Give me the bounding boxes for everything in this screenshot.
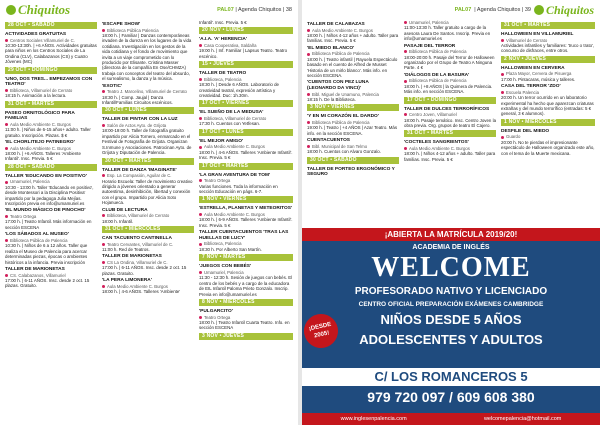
ad-email-link[interactable]: welcomepalencia@hotmail.com	[483, 416, 562, 422]
event-description: 11:30 - 12:30 h. Sesión de juegos con bebés. El centro de los bebés y a cargo de la educadora de EIL Infantil Paloma Prieto Gonzalo. Inscrip. Previa en info@umamuriel.es	[199, 275, 293, 297]
event-description: 18:30 h. Por Alberto San Martín.	[199, 246, 262, 252]
date-bar: 3 NOV • VIERNES	[307, 104, 399, 111]
event-item	[5, 32, 97, 65]
right-header	[308, 0, 594, 20]
event-description: 17:00 h. | 6-11 AÑOS. Insc. desde 2 oct. 15 plazas. Gratuito.	[5, 277, 90, 289]
event-title: TALLER DE TEATRO	[199, 71, 247, 77]
event-item	[199, 37, 293, 59]
event-item	[501, 66, 595, 82]
event-description: 18:00 h. | Niños 4-12 años + adulto. Taller para familias. Insc. Previa. 5 €	[404, 151, 496, 162]
event-description: 18:00 h. Cuentos con Alvaro Gonzalo.	[307, 149, 381, 155]
date-bar: 2 NOV • JUEVES	[501, 56, 595, 63]
location-pin-icon	[501, 73, 504, 76]
event-item	[199, 264, 293, 297]
event-description: 18:15 h. Animación a la lectura.	[5, 93, 67, 99]
event-place-text: Biblioteca Pública de Palencia	[312, 120, 370, 126]
advertisement[interactable]	[302, 228, 600, 425]
event-title: 'PULGARCITO'	[199, 308, 233, 314]
event-title: 'EL SUEÑO DE LA MEDUSA'	[199, 110, 264, 116]
event-place-text: Umamuriel, Palencia	[204, 269, 244, 275]
location-pin-icon	[102, 214, 105, 217]
location-pin-icon	[102, 90, 105, 93]
event-place-text: Aula Medio Ambiente C. Burgos	[10, 121, 71, 127]
event-item	[307, 114, 399, 136]
event-title: HALLOWEEN EN CERVERA	[501, 65, 565, 71]
brand-name-right: Chiquitos	[545, 2, 594, 17]
event-item	[102, 168, 194, 206]
event-title: TALLER DE MARIONETAS	[102, 254, 162, 260]
event-title: ACTIVIDADES GRATUITAS	[5, 32, 67, 37]
event-item	[102, 278, 194, 294]
event-description: Varias funciones. Toda la información en sección Educación en págs. 6-7.	[199, 183, 278, 195]
event-place-text: Salón de Actos Ayto. de Grijota	[107, 123, 167, 129]
ad-address: C/ LOS ROMANCEROS 5	[302, 368, 600, 386]
event-item	[102, 84, 194, 106]
date-bar: 29 OCT • DOMINGO	[5, 67, 97, 74]
event-item	[307, 22, 399, 44]
location-pin-icon	[102, 124, 105, 127]
event-item	[404, 44, 496, 71]
event-title: 'COCTELES SANGRIENTOS'	[404, 140, 469, 146]
event-place-text: Centro Joven, Villamuriel	[409, 112, 457, 118]
event-title: TALLER CUENTACUENTOS 'TRAS LAS HUELLAS DE LUCY'	[199, 230, 289, 241]
event-description: Actividades infantiles y familiares: 'truco o trato', concurso de disfraces, entre otros.	[501, 43, 595, 54]
event-title: TALLER 'EDUCANDO EN POSITIVO'	[5, 173, 87, 179]
location-pin-icon	[102, 243, 105, 246]
location-pin-icon	[5, 123, 8, 126]
event-place-text: Teatro J. Marcelino, Villamuriel de Cerrato	[107, 89, 187, 95]
location-pin-icon	[5, 147, 8, 150]
event-place-text: Biblioteca Pública de Palencia	[312, 51, 370, 57]
event-description: 10:30 h. | Niños de 6 a 12 años. Taller que realiza el Museo de Palencia para acercar determinadas piezas, épocas o ambientes históricos a la infancia. Previa inscripción	[5, 243, 88, 265]
event-title: 'Y EN MI CORAZÓN EL DARDO'	[307, 114, 379, 120]
date-bar: 31 OCT • MIÉRCOLES	[102, 226, 194, 233]
date-bar: 31 OCT • MARTES	[501, 22, 595, 29]
event-place-text: Biblioteca, Palencia	[204, 76, 242, 82]
event-item	[5, 208, 97, 230]
event-place-text: Aula Medio Ambiente C. Burgos	[107, 283, 168, 289]
event-description: 18:00 h. | 6-9 AÑOS. Talleres 'Ambiente Infantil'. Insc. Previa. 5 €	[199, 217, 293, 228]
event-item	[404, 73, 496, 95]
event-title: 'EL CHORLITEJO PATINEGRO'	[5, 140, 75, 146]
event-place-text: Bibl. Miguel de Unamuno, Palencia	[312, 91, 379, 97]
event-title: TALLER DE DANZA 'IMAGINATE'	[102, 167, 177, 173]
location-pin-icon	[199, 44, 202, 47]
folio-number: PAL07	[217, 7, 234, 13]
location-pin-icon	[501, 39, 504, 42]
event-description: 18:15 h. De la Biblioteca.	[307, 97, 356, 103]
event-title: 'EXOTIC'	[102, 83, 123, 89]
event-item	[199, 309, 293, 331]
event-item	[501, 32, 595, 54]
location-pin-icon	[199, 179, 202, 182]
location-pin-icon	[199, 243, 202, 246]
ad-line-1: PROFESORADO NATIVO Y LICENCIADO	[354, 286, 548, 297]
event-description: 18:00 h. | Niños 4-12 años + adulto. Taller para familias. Insc. Previa. 5 €	[307, 33, 399, 44]
event-title: 'EL MIEDO BLANCO'	[307, 45, 355, 51]
date-bar: 17 OCT • DOMINGO	[404, 97, 496, 104]
brand-logo	[6, 2, 70, 18]
event-description: 18:30 h. | Desde 6 AÑOS. Laboratorio de creatividad teatral, expresión artística y creatividad. Duc: 1h.30m.	[199, 82, 279, 99]
event-description: 11:00 h. Red de Teatros.	[102, 246, 150, 252]
event-item	[307, 138, 399, 154]
date-bar: 20 NOV • LUNES	[199, 27, 293, 34]
left-page	[0, 0, 298, 425]
date-bar: 30 OCT • LUNES	[102, 107, 194, 114]
event-place-text: CS. Calabazanos, Villamuriel	[10, 272, 66, 278]
event-description: 19:00 h. | Teatro | +4 AÑOS | Azar Teatro. Más info. en la sección ESCENA.	[307, 125, 398, 136]
location-pin-icon	[199, 271, 202, 274]
location-pin-icon	[5, 89, 8, 92]
location-pin-icon	[404, 21, 407, 24]
event-place-text: Biblioteca Pública de Palencia	[409, 78, 467, 84]
location-pin-icon	[5, 181, 8, 184]
event-description: 17:00 h. | Teatro Infantil. Más información en sección ESCENA	[5, 219, 92, 230]
event-description: 11:00-13:30 h. Taller gratuito a cargo de la asesora Laura De Santos. Inscrip. Previa en info@umamuriel.es	[404, 25, 491, 42]
event-item	[5, 111, 97, 138]
location-pin-icon	[307, 53, 310, 56]
location-pin-icon	[404, 80, 407, 83]
event-place-text: Guardo	[506, 134, 521, 140]
event-item	[199, 230, 293, 252]
date-bar: 1 NOV • VIERNES	[199, 196, 293, 203]
ad-desde-badge: ¡DESDE 2005!	[302, 311, 341, 351]
location-pin-icon	[199, 78, 202, 81]
event-title: 'JUEGOS CON BEBÉS'	[199, 264, 252, 270]
date-bar: 8 NOV • MIÉRCOLES	[199, 299, 293, 306]
event-place-text: Biblioteca Pública de Palencia	[10, 237, 68, 243]
event-place-text: Umamuriel, Palencia	[409, 20, 449, 25]
event-item	[199, 173, 293, 195]
event-description: 18:00 h. | 4-6 AÑOS. Talleres 'Ambiente Infantil'. Insc. Previa. 5 €	[199, 149, 293, 161]
location-pin-icon	[404, 50, 407, 53]
location-pin-icon	[501, 136, 504, 139]
event-description: 18:00 h. | 4-6 AÑOS. Talleres 'Ambiente'	[102, 289, 181, 295]
left-column-1	[5, 20, 97, 425]
event-title: 'LA PERA LIMONERA'	[102, 278, 152, 284]
event-title: TALLER DE CALABAZAS	[307, 22, 365, 27]
event-title: CUENTACUENTOS	[307, 138, 350, 144]
date-bar: 31 OCT • MARTES	[5, 101, 97, 108]
location-pin-icon	[102, 261, 105, 264]
location-pin-icon	[501, 91, 504, 94]
folio-number-right: PAL07	[454, 7, 472, 13]
event-description: 20:00 h. Un terror ocurrido en un laboratorio experimental ha hecho que aparezcan criaturas extrañas y del mundo terrorífico (entradas: 5 € general, 3 € alumnos).	[501, 95, 594, 117]
event-description: 18:00 h. | Teatro Infantil Cuarta Teatro. Info. en sección ESCENA	[199, 319, 290, 331]
event-title: 'LA GRAN AVENTURA DE TOM'	[199, 172, 271, 178]
event-item	[5, 140, 97, 162]
event-item	[307, 80, 399, 102]
ad-line-3: NIÑOS DESDE 5 AÑOS	[380, 312, 522, 327]
location-pin-icon	[5, 215, 8, 218]
event-title: TALLER DE MARIONETAS	[5, 266, 65, 272]
event-title: 'ESCAPE SHOW'	[102, 22, 141, 27]
event-item	[199, 206, 293, 228]
event-title: PASAJE DEL TERROR	[404, 43, 456, 49]
event-description: 18:00 h. | Familiar | Danzas contemporáneas invaden de la dureza en los lugares de la vida cotidiana. Investigación en los gestos de la vida cotidiana y el fondo de movimiento que invita a un viaje comprometido con lo producido por Elisante. Cristina Masser (directora de la compañía En Ose/CHMZA) trabaja con conceptos del teatro del absurdo, el surrealismo, la danza y la música.	[102, 33, 192, 82]
event-description: 18:00-19:00 h. Taller de fotografía gratuito impartido por Alicia Tornero, enmarcado en el Festival de Fotografía de Grijota. Organizan S.Inmune y Asociaciones. Patrocinan Ayto. de Grijota y Diputación de Palencia.	[102, 128, 192, 156]
event-place-text: Biblioteca Pública de Palencia	[409, 49, 467, 55]
location-pin-icon	[404, 147, 407, 150]
event-description: 19:00 h. | Inf. Familiar | Lapsus Teatro. Teatro escénico.	[199, 48, 288, 59]
event-title: 'EL MUNDO MÁGICO DE PINOCHO'	[5, 208, 86, 214]
event-title: TALLER DE DULCES TERRORÍFICOS	[404, 106, 490, 112]
event-place-text: Biblioteca, Palencia	[204, 241, 242, 247]
event-title: TALLER DE PINTAR CON LA LUZ	[102, 117, 178, 123]
event-place-text: Biblioteca, Villamuriel de Cerrato	[10, 87, 73, 93]
event-title: DESFILE DEL MIEDO	[501, 128, 550, 134]
date-bar: 17 OCT • LUNES	[199, 129, 293, 136]
event-title: 'UNO, DOS TRES... EMPEZAMOS CON TEATRO'	[5, 76, 93, 88]
date-bar: 28 OCT • SÁBADO	[5, 164, 97, 171]
event-place-text: Plaza Mayor, Cervera de Pisuerga	[506, 71, 572, 77]
brand-name: Chiquitos	[18, 2, 71, 17]
left-folio	[217, 7, 292, 13]
ad-footer	[302, 413, 600, 425]
event-item	[102, 236, 194, 252]
location-pin-icon	[199, 117, 202, 120]
event-place-text: Biblioteca, Villamuriel de Cerrato	[204, 116, 267, 122]
event-title: 'EL MEJOR AMIGO'	[199, 138, 244, 144]
brand-logo-right	[534, 3, 594, 18]
left-header	[6, 0, 292, 20]
ad-phone[interactable]: 979 720 097 / 609 608 380	[367, 389, 535, 405]
event-place-text: Umamuriel, Palencia	[10, 179, 50, 185]
location-pin-icon	[307, 121, 310, 124]
event-place-text: Casa Cooperativa, Saldaña	[204, 43, 257, 48]
event-place-text: Villamuriel de Cerrato	[506, 37, 548, 43]
event-title: 'CUENTOS CON PEZ LUNA (LEONARDO DA VINCI)'	[307, 80, 369, 92]
event-title: HALLOWEEN EN VILLAMURIEL	[501, 32, 574, 37]
event-item	[199, 139, 293, 161]
location-pin-icon	[199, 316, 202, 319]
event-place-text: Biblioteca Pública Palencia	[107, 27, 159, 33]
event-item	[199, 20, 293, 25]
date-bar: 28 OCT • SÁBADO	[5, 22, 97, 29]
event-place-text: Teatro Ortega	[204, 314, 231, 320]
location-pin-icon	[307, 29, 310, 32]
right-column-1	[307, 20, 399, 228]
event-item	[5, 232, 97, 265]
ad-line-2: CENTRO OFICIAL PREPARACIÓN EXÁMENES CAMBRIDGE	[358, 301, 544, 308]
event-place-text: Teatro Ortega	[10, 214, 37, 220]
event-description: 18:00 h. | +6 AÑOS. Talleres 'Ambiente Infantil'. Insc. Previa. 5 €	[5, 151, 81, 162]
event-title: TALLER DE PORTEO ERGONÓMICO Y SEGURO	[307, 166, 395, 178]
event-title: CLUB DE LECTURA	[102, 207, 148, 213]
event-description: 18:00 h. | +8 AÑOS | la Quimera de Palencia. Más info. en sección ESCENA.	[404, 83, 493, 95]
date-bar: 15 • JUEVES	[199, 61, 293, 68]
date-bar: 1 NOV • MIÉRCOLES	[501, 119, 595, 126]
date-bar: 3 NOV • JUEVES	[199, 333, 293, 340]
event-description: 17:00 h. | 6-11 AÑOS. Insc. desde 2 oct. 15 plazas. Gratuito.	[102, 265, 187, 276]
event-item	[102, 117, 194, 155]
event-place-text: Aula Medio Ambiente C. Burgos	[204, 144, 265, 150]
event-item	[5, 267, 97, 289]
right-folio-2	[455, 3, 594, 18]
event-item	[5, 77, 97, 99]
event-description: 17:30 h. Cuentos con Yetfesan.	[199, 121, 261, 127]
event-title: CASA DEL TERROR 'ZDO'	[501, 84, 561, 90]
left-column-2	[102, 20, 194, 425]
location-pin-icon	[5, 239, 8, 242]
event-description: 10:30-13:30h. | +6 AÑOS. Actividades gratuitas para niños en los Centros Sociales de La Ondina (CLV), Calabazanos (CS) y Cuatro Jóvenes (MC)	[5, 43, 97, 65]
event-item	[102, 254, 194, 276]
event-item	[199, 71, 293, 98]
event-title: 'ESTRELLA, PLANETAS Y METEORITOS'	[199, 206, 293, 212]
location-pin-icon	[5, 39, 8, 42]
event-item	[102, 208, 194, 224]
event-title: CAN TACUENTO CANTINELLA	[102, 235, 172, 241]
event-item	[501, 84, 595, 117]
event-title: 'A.I.A. 'A' HERENCIA'	[199, 37, 248, 43]
event-place-text: Teatro Cervantes, Villamuriel de C.	[107, 241, 174, 247]
brand-mark-icon	[534, 5, 544, 15]
event-item	[102, 22, 194, 82]
location-pin-icon	[199, 213, 202, 216]
event-description: 18:30 h. | Comp. Jaujal | Danza Infantil/Familias Circuitos escénicos.	[102, 94, 173, 106]
date-bar: 30 OCT • MARTES	[102, 158, 194, 165]
ad-academia: ACADEMIA DE INGLÉS	[412, 244, 490, 251]
event-title: PASEO ORNITOLÓGICO PARA FAMILIAS	[5, 110, 75, 122]
date-bar: 7 NOV • MARTES	[199, 254, 293, 261]
event-description: 20:00 h. No te pierdas el impresionante espectáculo de Halloween organizado este año, con el tema de la Muerte mexicana.	[501, 139, 595, 156]
event-item	[199, 110, 293, 126]
event-place-text: Aula Medio Ambiente C. Burgos	[312, 27, 373, 33]
event-description: Infantil'. Insc. Previa. 5 €	[199, 20, 247, 25]
event-place-text: Centros Sociales Villamuriel de C.	[10, 37, 75, 43]
location-pin-icon	[102, 29, 105, 32]
folio-text-right: | Agenda Chiquitos | 39	[474, 7, 531, 13]
event-item	[307, 46, 399, 79]
event-item	[404, 140, 496, 162]
event-description: 18:00 h. | Teatro infantil | Rayuela Espectáculo basado en el cuento de Alfred de Musset 'Historia de un mirlo blanco'. Más info. en sección ESCENA.	[307, 56, 398, 79]
event-item	[307, 167, 399, 178]
left-column-3	[199, 20, 293, 425]
event-place-text: Esp. La Compasión, Aguilar de C.	[107, 173, 172, 179]
event-place-text: Escuela Palencia	[506, 89, 539, 95]
event-place-text: Biblioteca, Villamuriel de Cerrato	[107, 213, 170, 219]
event-item	[5, 174, 97, 207]
event-place-text: Bibl. Municipal de San Telmo	[312, 143, 368, 149]
event-place-text: Aula Medio Ambiente C. Burgos	[204, 212, 265, 218]
event-title: 'LOS SÁBADOS AL MUSEO'	[5, 232, 69, 238]
event-place-text: Teatro Ortega	[204, 178, 231, 184]
event-description: 10:30 - 13:00 h. Taller 'Educando en positivo', desde Montessori a la Disciplina Positiva' impartido por la pedagoga Julia Mejías. Inscripción previa en info@umamuriel.es	[5, 184, 94, 207]
event-description: 18:00-20:00 h. Pasaje del Terror de Halloween organizado por el Grupo de Teatro A Ninguna Parte. 4 €	[404, 54, 495, 71]
ad-website-link[interactable]: www.inglesenpalencia.com	[340, 416, 407, 422]
ad-welcome: WELCOME	[371, 252, 531, 283]
location-pin-icon	[404, 113, 407, 116]
date-bar: 31 OCT • MARTES	[404, 130, 496, 137]
event-item	[404, 20, 496, 42]
event-place-text: Aula Medio Ambiente C. Burgos	[409, 146, 470, 152]
location-pin-icon	[102, 174, 105, 177]
location-pin-icon	[5, 274, 8, 277]
location-pin-icon	[307, 145, 310, 148]
date-bar: 17 OCT • VIERNES	[199, 100, 293, 107]
location-pin-icon	[307, 93, 310, 96]
event-item	[501, 129, 595, 156]
event-description: 11:00 h. | Niños de 6-15 años+ adulto. Taller gratuito. Inscripción. Plazas. $ €	[5, 127, 91, 138]
folio-text: | Agenda Chiquitos | 38	[235, 7, 292, 13]
date-bar: 17 OCT • MARTES	[199, 163, 293, 170]
event-description: 18:00 h. Pasaje temático. Insc. Centro Joven la obra previa. Org. grupos de teatro El Cajero.	[404, 117, 496, 129]
ad-ribbon: ¡ABIERTA LA MATRÍCULA 2019/20!	[302, 228, 600, 241]
event-description: 18:00 h. Infantil.	[102, 218, 134, 224]
event-place-text: Aula Medio Ambiente C. Burgos	[10, 145, 71, 151]
location-pin-icon	[102, 285, 105, 288]
location-pin-icon	[199, 146, 202, 149]
event-place	[102, 89, 194, 94]
right-column-2	[404, 20, 496, 228]
event-title: 'DIÁLOGOS DE LA BASURA'	[404, 72, 470, 78]
event-place-text: CS La Ondina, Villamuriel de C.	[107, 259, 168, 265]
event-item	[404, 107, 496, 129]
date-bar: 30 OCT • SÁBADO	[307, 157, 399, 164]
brand-mark-icon	[6, 5, 16, 15]
ad-line-4: ADOLESCENTES Y ADULTOS	[359, 332, 543, 347]
right-column-3	[501, 20, 595, 228]
event-description: Horario Escuela: Taller de movimiento creativo dirigido a jóvenes orientado a generar autoestima, desinhibición, libertad y conexión con el grupo. Impartido por Alicia Soto Hojanueca.	[102, 178, 193, 206]
event-description: 17:00 h. Pintacaras, música y talleres.	[501, 76, 576, 82]
